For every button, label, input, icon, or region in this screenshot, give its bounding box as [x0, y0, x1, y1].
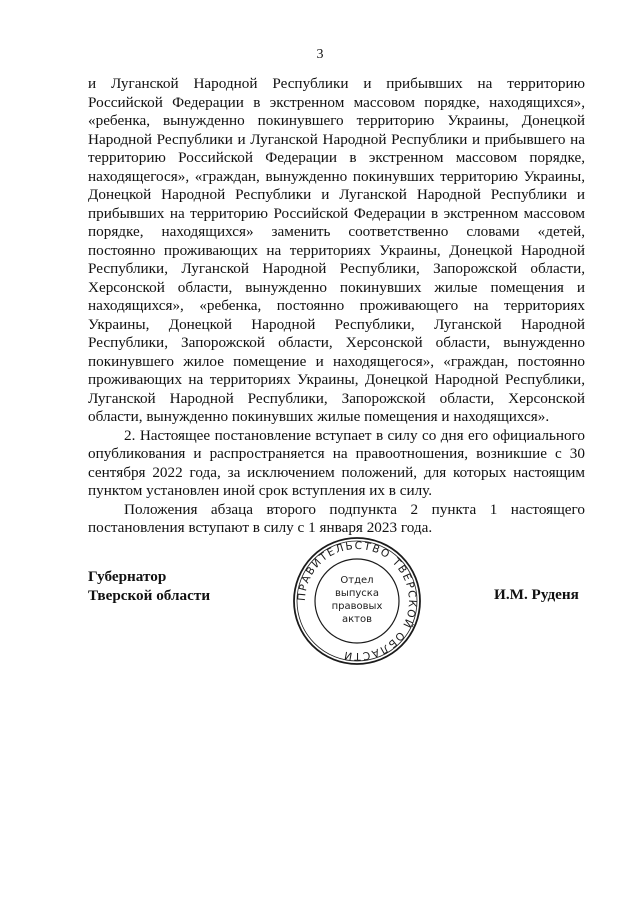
stamp-center-line-2: выпуска: [335, 588, 379, 599]
stamp-center-line-4: актов: [341, 614, 373, 625]
stamp-ring-text-path: ПРАВИТЕЛЬСТВО ТВЕРСКОЙ ОБЛАСТИ: [295, 539, 419, 663]
stamp-graphic: [291, 535, 423, 667]
stamp-center-line-1: Отдел: [340, 575, 374, 586]
stamp-center-line-3: правовых: [331, 601, 383, 612]
document-body: [88, 75, 585, 538]
paragraph-continuation: и Луганской Народной Республики и прибывших на территорию Российской Федерации в экстренном массовом порядке, находящихся», «ребенка, вынужденно покинувшего территорию Украины, Донецкой Народной Республики и Луганской Народной Республики и прибывшего на территорию Российской Федерации в экстренном массовом порядке, находящегося», «граждан, вынужденно покинувших территорию Украины, Донецкой Народной Республики и Луганской Народной Республики и прибывших на территорию Российской Федерации в экстренном массовом порядке, находящихся» заменить соответственно словами «детей, постоянно проживающих на территориях Украины, Донецкой Народной Республики, Луганской Народной Республики, Запорожской области, Херсонской области, вынужденно покинувших жилые помещения и находящихся», «ребенка, постоянно проживающего на территориях Украины, Донецкой Народной Республики, Луганской Народной Республики, Запорожской области, Херсонской области, вынужденно покинувшего жилое помещение и находящегося», «граждан, постоянно проживающих на территориях Украины, Донецкой Народной Республики, Луганской Народной Республики, Запорожской области, Херсонской области, вынужденно покинувших жилые помещения и находящихся».: [88, 75, 585, 425]
paragraph-effective-date: 2. Настоящее постановление вступает в силу со дня его официального опубликования и распространяется на правоотношения, возникшие с 30 сентября 2022 года, за исключением положений, для которых настоящим пунктом установлен иной срок вступления их в силу.: [88, 426, 585, 499]
signature-title-line-1: Губернатор: [88, 568, 167, 585]
signature-title-line-2: Тверской области: [88, 586, 211, 604]
page-number: 3: [316, 47, 324, 62]
signature-name: И.М. Руденя: [494, 586, 579, 603]
signature-title: [88, 568, 210, 605]
paragraph-provisions: Положения абзаца второго подпункта 2 пункта 1 настоящего постановления вступают в силу с 1 января 2023 года.: [88, 500, 585, 536]
official-stamp: [291, 535, 423, 667]
